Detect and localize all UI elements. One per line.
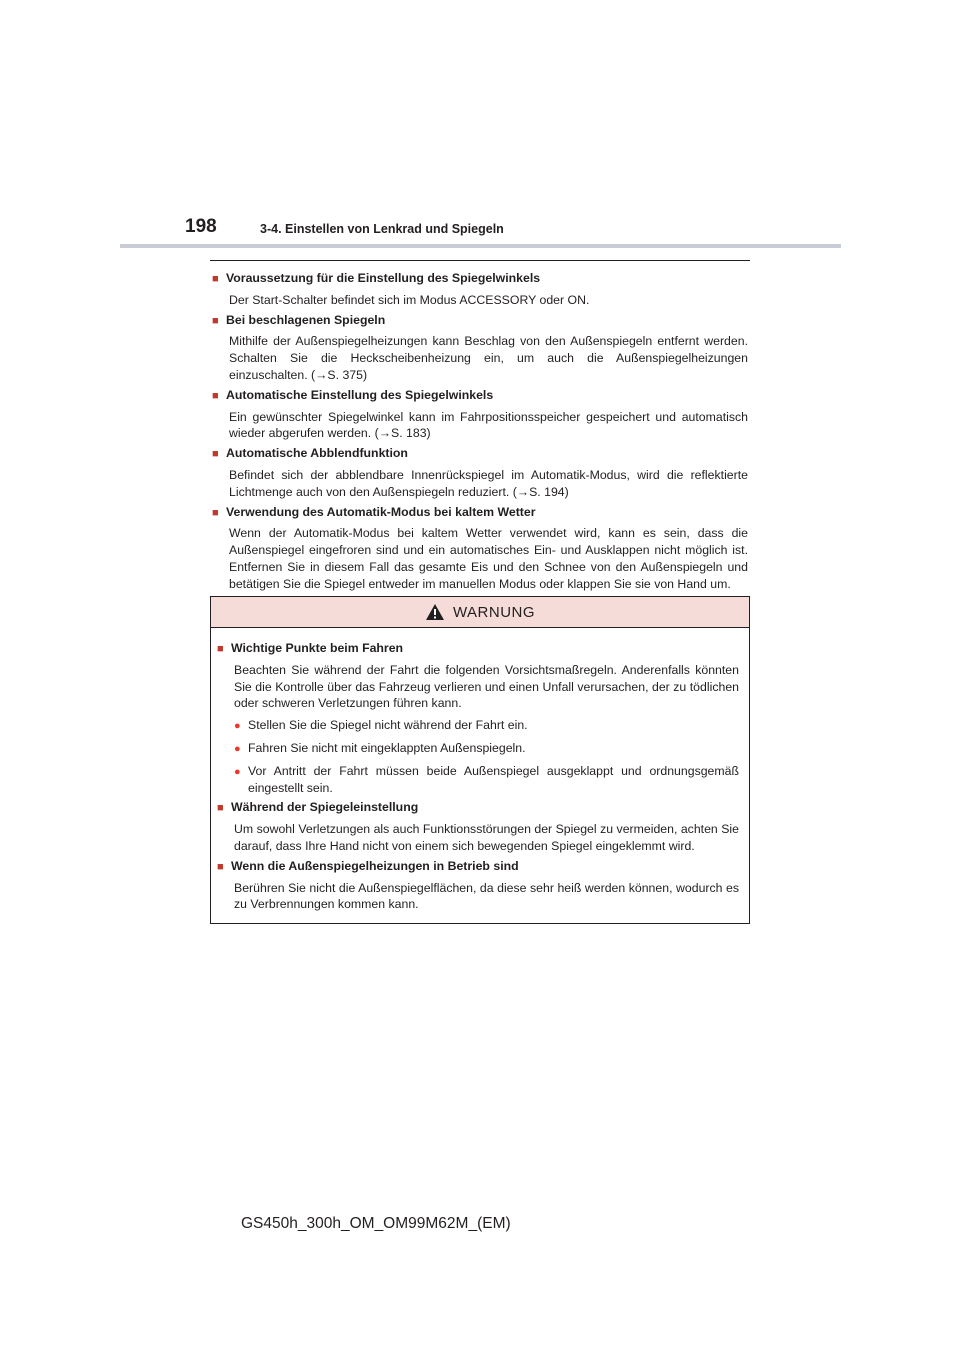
info-item — [212, 270, 748, 309]
warning-item-heading: Während der Spiegeleinstellung — [231, 800, 419, 815]
square-bullet-icon: ■ — [217, 802, 224, 815]
content-top-rule — [210, 260, 750, 261]
dot-bullet-icon: ● — [234, 720, 241, 733]
section-title: 3-4. Einstellen von Lenkrad und Spiegeln — [260, 222, 504, 236]
info-item-body: Befindet sich der abblendbare Innenrückspiegel im Automatik-Modus, wird die reflektierte Lichtmenge auch von den Außenspiegeln reduziert. (→S. 194) — [229, 467, 748, 499]
page-number: 198 — [185, 216, 217, 237]
dot-bullet-icon: ● — [234, 765, 241, 778]
info-item — [212, 312, 748, 384]
warning-header — [211, 597, 749, 628]
square-bullet-icon: ■ — [212, 448, 219, 461]
warning-bullet-text: Vor Antritt der Fahrt müssen beide Außenspiegel ausgeklappt und ordnungsgemäß eingestellt sein. — [248, 763, 739, 795]
info-item-heading: Verwendung des Automatik-Modus bei kaltem Wetter — [226, 504, 536, 519]
warning-bullet-text: Fahren Sie nicht mit eingeklappten Außenspiegeln. — [248, 740, 526, 755]
info-item — [212, 504, 748, 593]
info-item-body: Ein gewünschter Spiegelwinkel kann im Fahrpositionsspeicher gespeichert und automatisch wieder abgerufen werden. (→S. 183) — [229, 409, 748, 441]
square-bullet-icon: ■ — [212, 273, 219, 285]
warning-bullet-text: Stellen Sie die Spiegel nicht während der Fahrt ein. — [248, 718, 528, 733]
info-item — [212, 387, 748, 442]
info-item-heading: Automatische Einstellung des Spiegelwinkels — [226, 387, 494, 402]
info-item-body: Mithilfe der Außenspiegelheizungen kann Beschlag von den Außenspiegeln entfernt werden. Schalten Sie die Heckscheibenheizung ein, um auch die Außenspiegelheizungen einzuschalten. (→S. 375) — [229, 334, 748, 382]
warning-bullet — [217, 740, 739, 758]
square-bullet-icon: ■ — [217, 643, 224, 655]
info-item-heading: Automatische Abblendfunktion — [226, 446, 408, 461]
square-bullet-icon: ■ — [212, 389, 219, 402]
square-bullet-icon: ■ — [217, 860, 224, 873]
document-code: GS450h_300h_OM_OM99M62M_(EM) — [241, 1215, 511, 1232]
warning-item-heading: Wichtige Punkte beim Fahren — [231, 641, 404, 655]
warning-bullet — [217, 763, 739, 797]
square-bullet-icon: ■ — [212, 314, 219, 327]
warning-bullet — [217, 717, 739, 735]
warning-item-body: Berühren Sie nicht die Außenspiegelflächen, da diese sehr heiß werden können, wodurch es zu Verbrennungen kommen kann. — [234, 880, 739, 912]
warning-title: WARNUNG — [452, 603, 536, 621]
square-bullet-icon: ■ — [212, 506, 219, 519]
warning-box — [210, 596, 750, 924]
warning-item — [217, 640, 739, 796]
warning-triangle-icon — [425, 603, 445, 621]
warning-item — [217, 799, 739, 854]
warning-item — [217, 858, 739, 913]
info-item — [212, 445, 748, 500]
warning-item-body: Um sowohl Verletzungen als auch Funktionsstörungen der Spiegel zu vermeiden, achten Sie darauf, dass Ihre Hand nicht von einem sich bewegenden Spiegel eingeklemmt wird. — [234, 822, 739, 853]
warning-item-body: Beachten Sie während der Fahrt die folgenden Vorsichtsmaßregeln. Anderenfalls könnten Sie die Kontrolle über das Fahrzeug verlieren und einen Unfall verursachen, der zu tödlichen oder schweren Verletzungen führen kann. — [234, 662, 739, 711]
info-item-body: Wenn der Automatik-Modus bei kaltem Wetter verwendet wird, kann es sein, dass die Außenspiegel eingefroren sind und ein automatisches Ein- und Ausklappen nicht möglich ist. Entfernen Sie in diesem Fall das gesamte Eis und den Schnee von den Außenspiegeln und betätigen Sie die Spiegel entweder im manuellen Modus oder klappen Sie sie von Hand um. — [229, 526, 748, 591]
warning-body — [211, 628, 749, 913]
info-item-heading: Voraussetzung für die Einstellung des Spiegelwinkels — [226, 271, 541, 285]
header-rule — [120, 244, 841, 248]
info-item-heading: Bei beschlagenen Spiegeln — [226, 312, 386, 327]
dot-bullet-icon: ● — [234, 742, 241, 755]
info-item-body: Der Start-Schalter befindet sich im Modus ACCESSORY oder ON. — [229, 292, 590, 307]
warning-item-heading: Wenn die Außenspiegelheizungen in Betrieb sind — [231, 858, 519, 873]
info-content — [212, 270, 748, 596]
